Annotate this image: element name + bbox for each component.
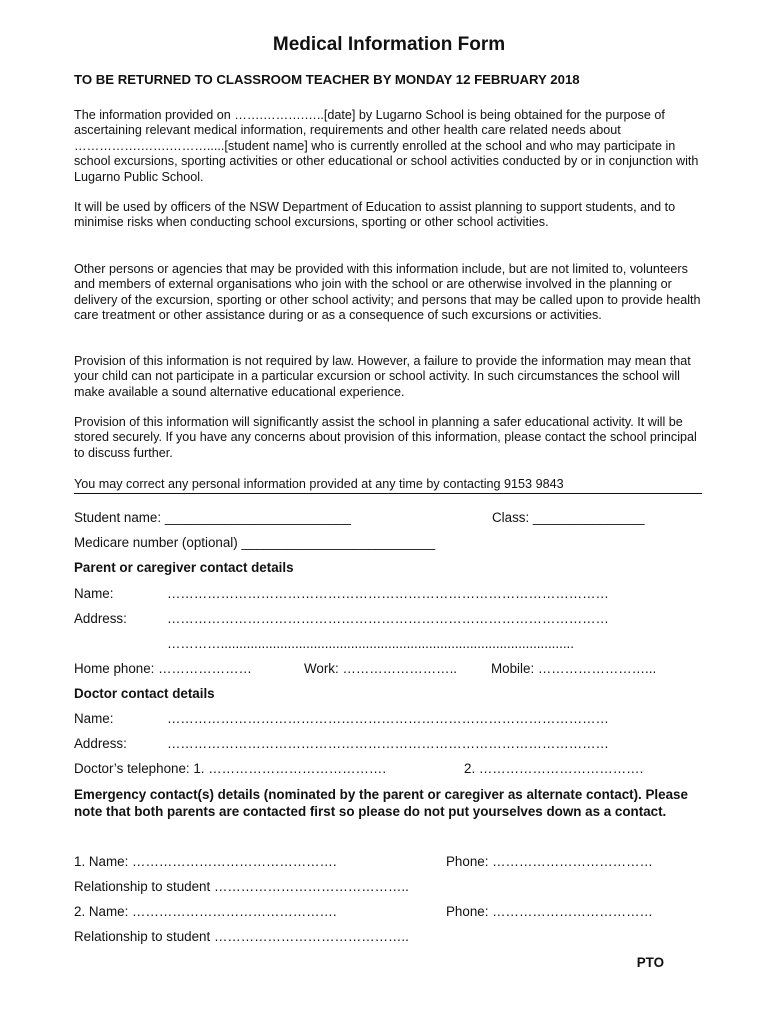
storage-paragraph: Provision of this information will significantly assist the school in planning a safer educational activity. It will be stored securely. If you have any concerns about provision of this information, please contact the school principal to discuss further. [74, 415, 697, 460]
mobile-phone-field[interactable]: Mobile: ……………………... [491, 661, 657, 676]
third-party-paragraph: Other persons or agencies that may be provided with this information include, but are not limited to, volunteers and members of external organisations who join with the school or are otherwise involved in the planning or delivery of the excursion, sporting or other school activity; and persons that may be called upon to provide health care treatment or other assistance during or as a consequence of such excursions or activities. [74, 262, 701, 323]
please-turn-over-label: PTO [636, 955, 664, 970]
doctor-name-label: Name: [74, 711, 114, 726]
legal-paragraph: Provision of this information is not required by law. However, a failure to provide the information may mean that your child can not participate in a particular excursion or school activity. In such circumstances the school will make available a sound alternative educational experience. [74, 354, 691, 399]
doctor-name-field[interactable]: ……………………………………………………………………………………… [167, 711, 609, 726]
return-instruction: TO BE RETURNED TO CLASSROOM TEACHER BY MONDAY 12 FEBRUARY 2018 [74, 72, 580, 87]
parent-address-label: Address: [74, 611, 127, 626]
doctor-address-label: Address: [74, 736, 127, 751]
emergency-1-phone-field[interactable]: Phone: ……………………………… [446, 854, 653, 869]
parent-address-field-2[interactable]: …………............................................................................................... [167, 636, 574, 651]
emergency-2-relationship-field[interactable]: Relationship to student …………………………………….. [74, 929, 409, 944]
doctor-address-field[interactable]: ……………………………………………………………………………………… [167, 736, 609, 751]
class-field[interactable]: Class: _______________ [492, 510, 645, 525]
emergency-2-name-field[interactable]: 2. Name: ………………………………………. [74, 904, 337, 919]
emergency-1-relationship-field[interactable]: Relationship to student …………………………………….. [74, 879, 409, 894]
parent-name-field[interactable]: ……………………………………………………………………………………… [167, 586, 609, 601]
emergency-2-phone-field[interactable]: Phone: ……………………………… [446, 904, 653, 919]
parent-address-field[interactable]: ……………………………………………………………………………………… [167, 611, 609, 626]
page-title: Medical Information Form [272, 34, 506, 55]
doctor-telephone-1-field[interactable]: Doctor’s telephone: 1. …………………………………. [74, 761, 387, 776]
intro-paragraph: The information provided on …….……….…..[date] by Lugarno School is being obtained for the purpose of ascertaining relevant medical information, requirements and other health care related needs about …………….…….……….....[student name] who is currently enrolled at the school and who may participate in school excursions, sporting activities or other educational or school activities conducted by or in conjunction with Lugarno Public School. [74, 108, 699, 184]
usage-paragraph: It will be used by officers of the NSW Department of Education to assist planning to support students, and to minimise risks when conducting school excursions, sporting or other school activities. [74, 200, 676, 230]
student-name-field[interactable]: Student name: _________________________ [74, 510, 351, 525]
emergency-1-name-field[interactable]: 1. Name: ………………………………………. [74, 854, 337, 869]
emergency-section-heading: Emergency contact(s) details (nominated by the parent or caregiver as alternate contact). Please note that both parents are contacted first so please do not put yourselves down as a contact. [74, 787, 688, 819]
correction-contact-line: You may correct any personal information provided at any time by contacting 9153 9843 [74, 477, 702, 494]
parent-section-heading: Parent or caregiver contact details [74, 560, 294, 575]
parent-name-label: Name: [74, 586, 114, 601]
doctor-section-heading: Doctor contact details [74, 686, 215, 701]
work-phone-field[interactable]: Work: …………………….. [304, 661, 458, 676]
medicare-field[interactable]: Medicare number (optional) __________________________ [74, 535, 436, 550]
home-phone-field[interactable]: Home phone: ………………… [74, 661, 252, 676]
doctor-telephone-2-field[interactable]: 2. ………………………………. [464, 761, 644, 776]
